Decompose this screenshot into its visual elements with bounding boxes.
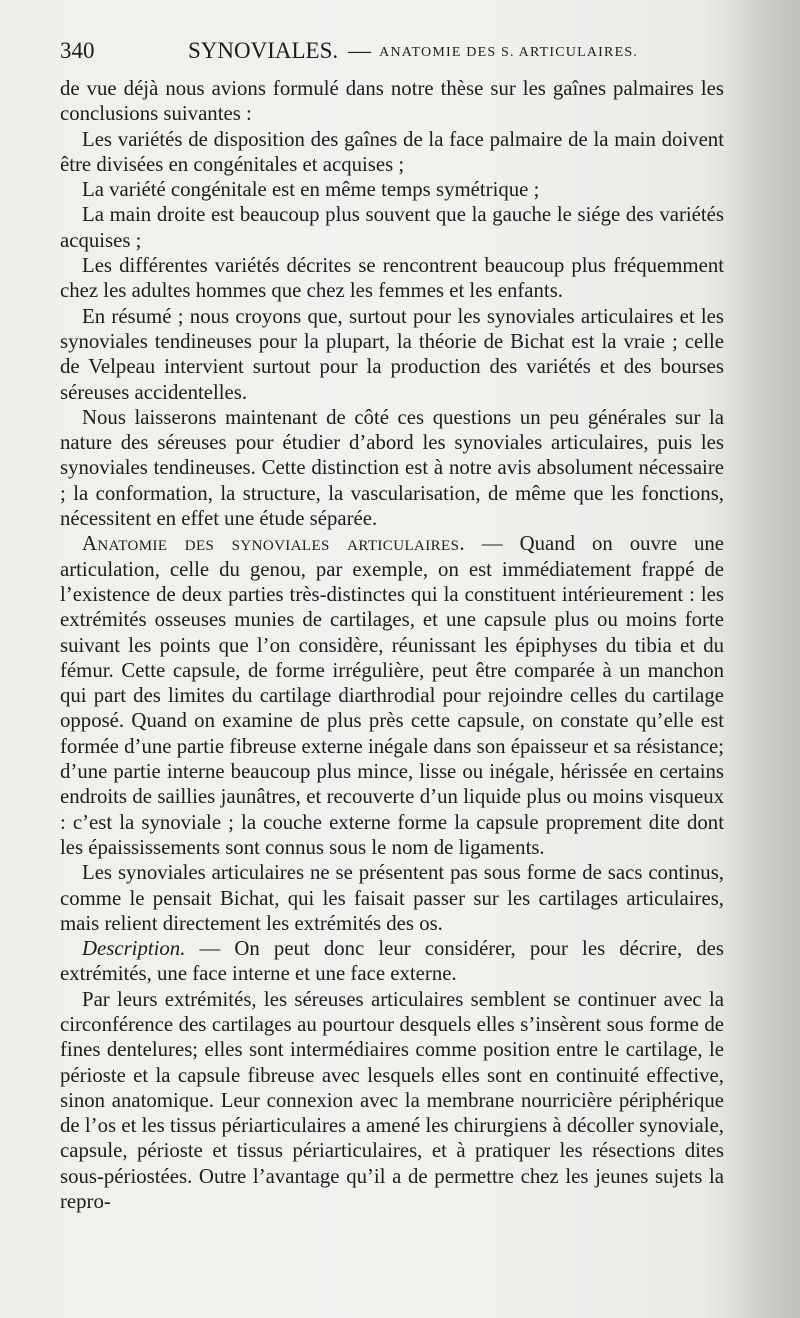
paragraph-conclusion-1: Les variétés de disposition des gaînes de la face palmaire de la main doivent être divisées en congénitales et acquises ; — [60, 127, 724, 176]
running-title-subtitle: ANATOMIE DES S. ARTICULAIRES. — [379, 45, 639, 60]
description-dash: — — [185, 937, 235, 961]
page-number: 340 — [60, 38, 95, 63]
running-title-main: SYNOVIALES. — [188, 38, 339, 63]
section-heading: Anatomie des synoviales articulaires. — [82, 532, 465, 556]
running-title-dash: — — [348, 38, 372, 63]
section-paragraph — [60, 531, 724, 860]
section-heading-dash: — — [464, 532, 520, 556]
section-text: Quand on ouvre une articulation, celle du genou, par exemple, on est immédiatement frappé de l’existence de deux parties très-distinctes qui la constituent intérieurement : les extrémités osseuses munies de cartilages, et une capsule plus ou moins forte suivant les points que l’on considère, réunissant les épiphyses du tibia et du fémur. Cette capsule, de forme irrégulière, peut être comparée à un manchon qui part des limites du cartilage diarthrodial pour rejoindre celles du cartilage opposé. Quand on examine de plus près cette capsule, on constate qu’elle est formée d’une partie fibreuse externe inégale dans son épaisseur et sa résistance; d’une partie interne beaucoup plus mince, lisse ou inégale, hérissée en certains endroits de saillies jaunâtres, et recouverte d’un liquide plus ou moins visqueux : c’est la synoviale ; la couche externe forme la capsule proprement dite dont les épaississements sont connus sous le nom de ligaments. — [60, 532, 725, 859]
description-label: Description. — [82, 937, 186, 961]
description-paragraph — [60, 936, 724, 987]
paragraph-distinction: Nous laisserons maintenant de côté ces questions un peu générales sur la nature des séreuses pour étudier d’abord les synoviales articulaires, puis les synoviales tendineuses. Cette distinction est à notre avis absolument nécessaire ; la conformation, la structure, la vascularisation, de même que les fonctions, nécessitent en effet une étude séparée. — [60, 405, 724, 531]
paragraph-conclusion-4: Les différentes variétés décrites se rencontrent beaucoup plus fréquemment chez les adultes hommes que chez les femmes et les enfants. — [60, 254, 724, 303]
page-gutter-shadow — [726, 0, 800, 1318]
paragraph-resume: En résumé ; nous croyons que, surtout pour les synoviales articulaires et les synoviales tendineuses pour la plupart, la théorie de Bichat est la vraie ; celle de Velpeau intervient surtout pour la production des variétés et des bourses séreuses accidentelles. — [60, 304, 724, 404]
running-header — [60, 38, 724, 68]
paragraph-conclusion-3: La main droite est beaucoup plus souvent que la gauche le siége des variétés acquises ; — [60, 203, 724, 252]
body-text — [60, 76, 724, 1214]
paragraph-continued: de vue déjà nous avions formulé dans notre thèse sur les gaînes palmaires les conclusions suivantes : — [60, 77, 724, 126]
description-text: On peut donc leur considérer, pour les décrire, des extrémités, une face interne et une face externe. — [60, 937, 724, 986]
paragraph-extremites: Par leurs extrémités, les séreuses articulaires semblent se continuer avec la circonférence des cartilages au pourtour desquels elles s’insèrent sous forme de fines dentelures; elles sont intermédiaires comme position entre le cartilage, le périoste et la capsule fibreuse avec lesquels elles sont en continuité effective, sinon anatomique. Leur connexion avec la membrane nourricière périphérique de l’os et les tissus périarticulaires a amené les chirurgiens à décoller synoviale, capsule, périoste et tissus périarticulaires, et à pratiquer les résections dites sous-périostées. Outre l’avantage qu’il a de permettre chez les jeunes sujets la repro- — [60, 987, 724, 1214]
paragraph-sacs: Les synoviales articulaires ne se présentent pas sous forme de sacs continus, comme le pensait Bichat, qui les faisait passer sur les cartilages articulaires, mais relient directement les extrémités des os. — [60, 861, 724, 935]
running-title — [188, 38, 638, 64]
paragraph-conclusion-2: La variété congénitale est en même temps symétrique ; — [82, 178, 540, 202]
